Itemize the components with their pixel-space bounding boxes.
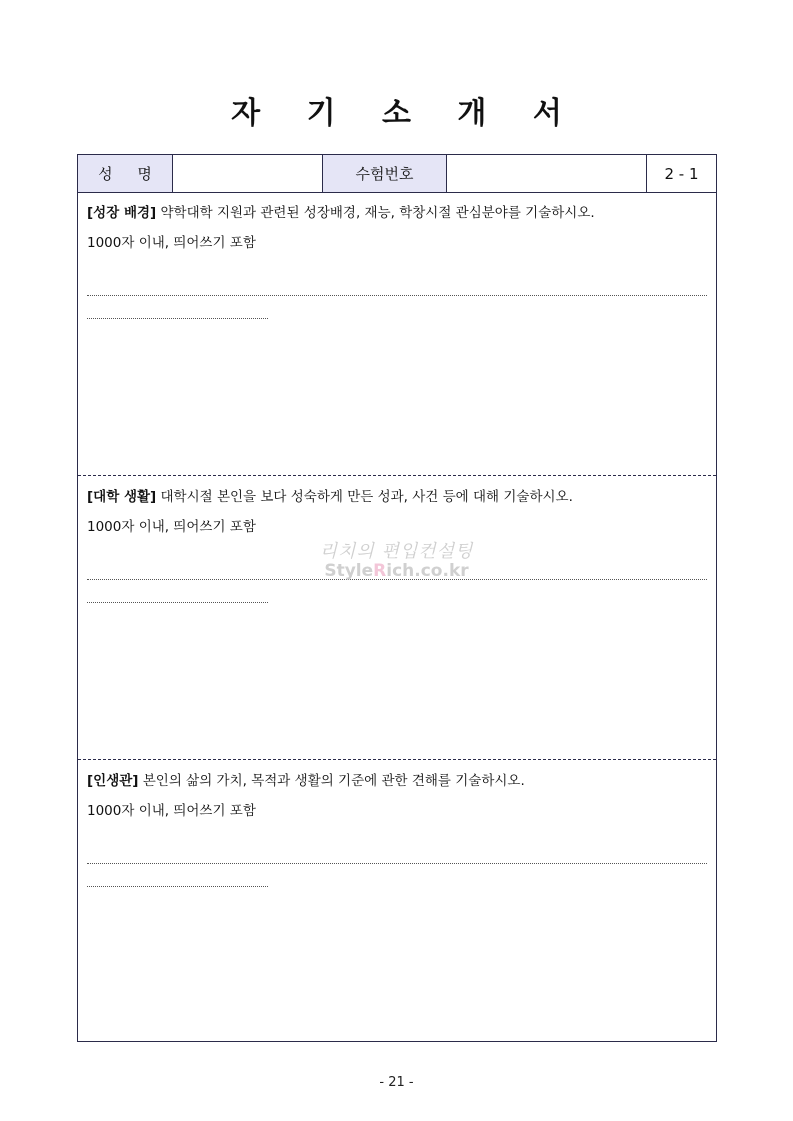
form-header-row [78,155,716,193]
exam-number-field[interactable] [447,155,647,192]
answer-line-short [87,886,268,887]
word-limit-note: 1000자 이내, 띄어쓰기 포함 [87,235,256,251]
section-university-life [78,476,716,760]
watermark-url-prefix: Style [324,561,374,581]
answer-line-short [87,602,268,603]
word-limit-note: 1000자 이내, 띄어쓰기 포함 [87,803,256,819]
section-tag: [인생관] [87,773,139,789]
page-number: - 21 - [379,1075,414,1090]
document-title: 자 기 소 개 서 [231,96,580,131]
watermark-url-suffix: ich.co.kr [386,561,469,581]
name-field[interactable] [173,155,323,192]
section-question: 약학대학 지원과 관련된 성장배경, 재능, 학창시절 관심분야를 기술하시오. [156,205,595,221]
page-code: 2 - 1 [664,164,699,183]
word-limit-note: 1000자 이내, 띄어쓰기 포함 [87,519,256,535]
answer-line [87,295,707,296]
section-tag: [대학 생활] [87,489,157,505]
answer-line-short [87,318,268,319]
section-life-philosophy [78,760,716,1041]
watermark-url-accent: R [373,561,387,581]
name-label: 성 명 [78,155,173,192]
answer-line [87,579,707,580]
essay-form [77,154,717,1042]
section-tag: [성장 배경] [87,205,157,221]
exam-number-label: 수험번호 [323,155,447,192]
section-prompt [87,201,595,221]
section-prompt [87,769,525,789]
watermark-text: 리치의 편입컨설팅 [319,541,474,562]
section-growth-background [78,192,716,476]
section-question: 대학시절 본인을 보다 성숙하게 만든 성과, 사건 등에 대해 기술하시오. [156,489,573,505]
section-prompt [87,485,573,505]
section-question: 본인의 삶의 가치, 목적과 생활의 기준에 관한 견해를 기술하시오. [138,773,525,789]
answer-line [87,863,707,864]
